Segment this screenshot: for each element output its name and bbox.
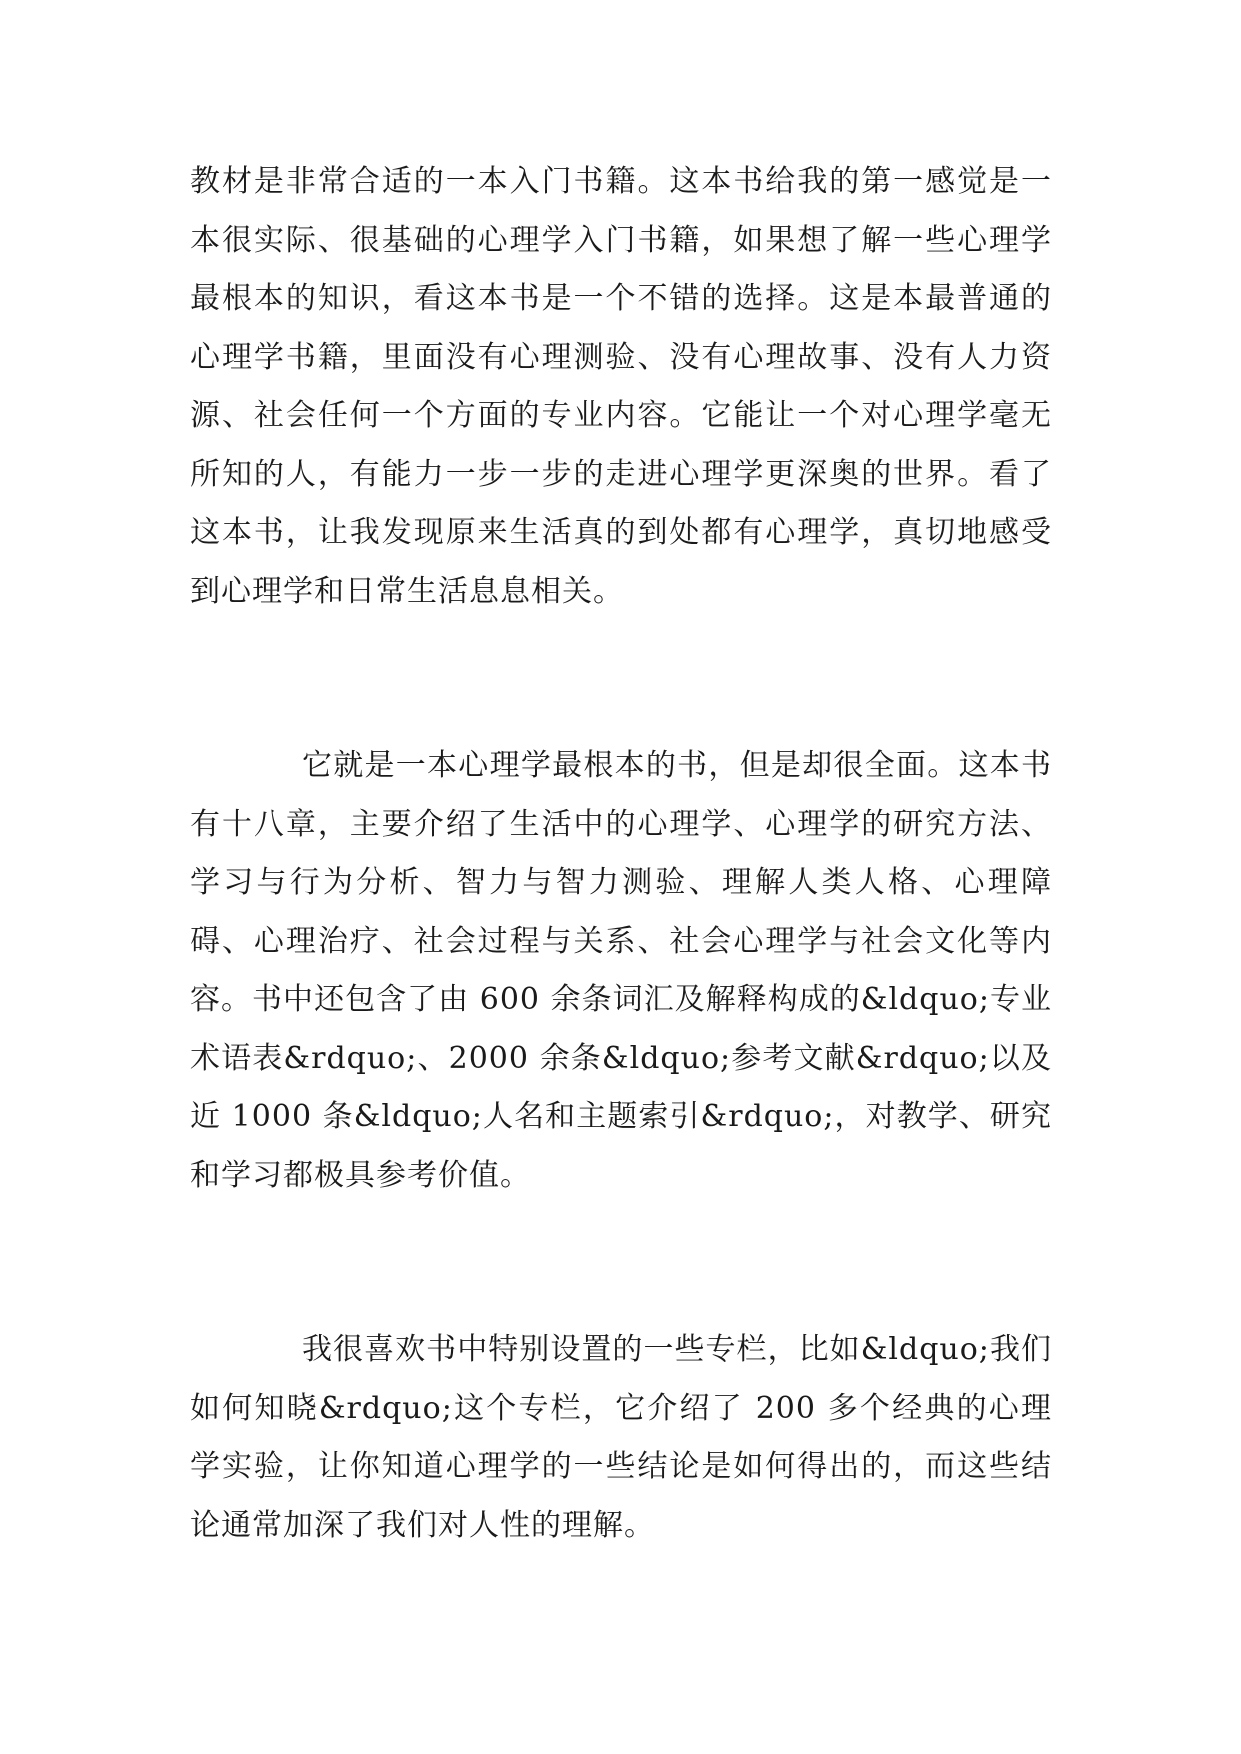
- paragraph: 我很喜欢书中特别设置的一些专栏，比如&ldquo;我们如何知晓&rdquo;这个专栏，它介绍了 200 多个经典的心理学实验，让你知道心理学的一些结论是如何得出的，而这些结论通常加深了我们对人性的理解。: [190, 1332, 1052, 1543]
- paragraph: 它就是一本心理学最根本的书，但是却很全面。这本书有十八章，主要介绍了生活中的心理学、心理学的研究方法、学习与行为分析、智力与智力测验、理解人类人格、心理障碍、心理治疗、社会过程与关系、社会心理学与社会文化等内容。书中还包含了由 600 余条词汇及解释构成的&ldquo;专业术语表&rdquo;、2000 余条&ldquo;参考文献&rdquo;以及近 1000 条&ldquo;人名和主题索引&rdquo;，对教学、研究和学习都极具参考价值。: [190, 748, 1052, 1193]
- paragraph: 教材是非常合适的一本入门书籍。这本书给我的第一感觉是一本很实际、很基础的心理学入门书籍，如果想了解一些心理学最根本的知识，看这本书是一个不错的选择。这是本最普通的心理学书籍，里面没有心理测验、没有心理故事、没有人力资源、社会任何一个方面的专业内容。它能让一个对心理学毫无所知的人，有能力一步一步的走进心理学更深奥的世界。看了这本书，让我发现原来生活真的到处都有心理学，真切地感受到心理学和日常生活息息相关。: [190, 164, 1052, 609]
- document-body: [190, 153, 1052, 1555]
